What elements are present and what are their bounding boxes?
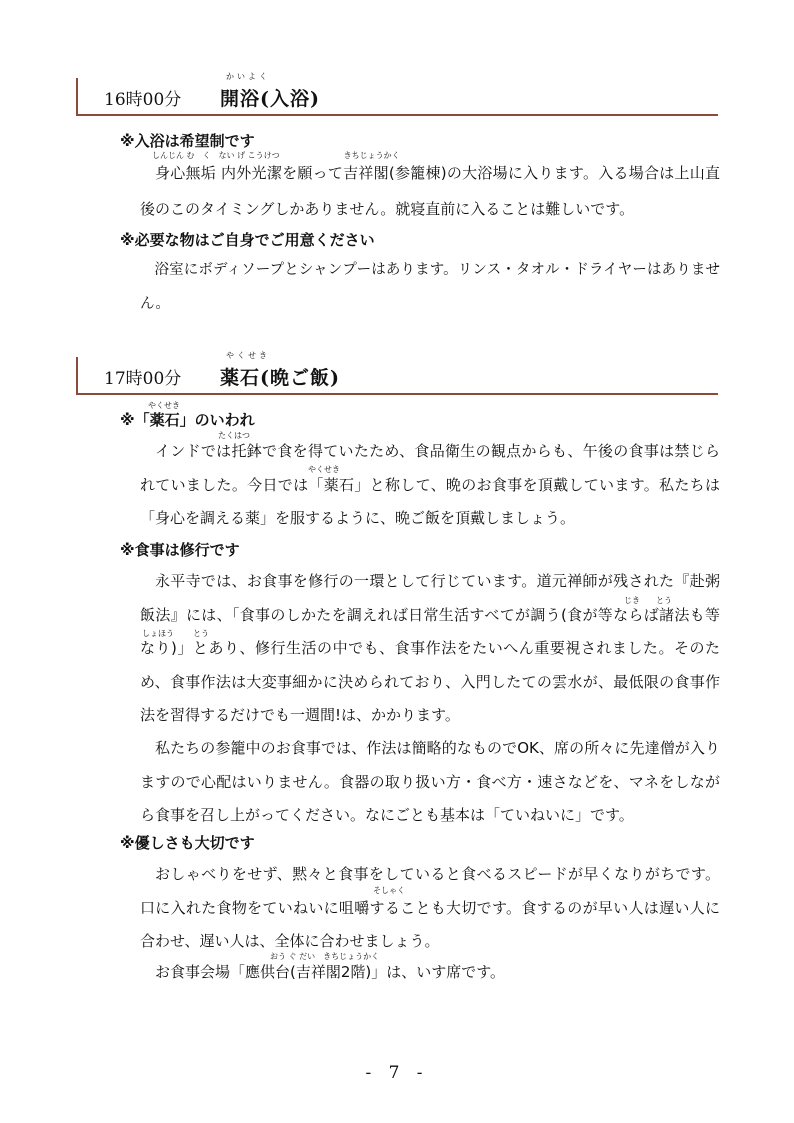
ruby-place: おう ぐ だい きちじょうかく [270, 952, 380, 961]
heading-ruby: やくせき [148, 401, 180, 410]
ruby-shohou: しょほう [142, 629, 174, 638]
note-heading: ※入浴は希望制です [120, 132, 255, 150]
section-time: 17時00分 [104, 369, 182, 389]
note-body: おしゃべりをせず、黙々と食事をしていると食べるスピードが早くなりがちです。口に入れた食物をていねいに咀嚼することも大切です。食するのが早い人は遅い人に合わせ、遅い人は、全体に合わせましょう。 [140, 865, 720, 950]
ruby-jiki: じき [624, 596, 640, 605]
section-header-kaiyoku [76, 72, 718, 116]
ruby-tou: とう [193, 629, 209, 638]
section-title: 薬石(晩ご飯) [220, 367, 340, 389]
note-body: 私たちの参籠中のお食事では、作法は簡略的なものでOK、席の所々に先達僧が入りますので心配はいりません。食器の取り扱い方・食べ方・速さなどを、マネをしながら食事を召し上がってください。なにごとも基本は「ていねいに」です。 [140, 739, 720, 824]
note-body: インドでは托鉢で食を得ていたため、食品衛生の観点からも、午後の食事は禁じられていました。今日では「薬石」と称して、晩のお食事を頂戴しています。私たちは「身心を調える薬」を服するように、晩ご飯を頂戴しましょう。 [140, 442, 720, 527]
note-heading: ※「薬石」のいわれ [120, 411, 255, 429]
section-time: 16時00分 [104, 90, 182, 110]
ruby-line: やくせき [308, 465, 340, 474]
note-heading: ※優しさも大切です [120, 834, 255, 852]
ruby-tou: とう [656, 596, 672, 605]
ruby-line: たくはつ [218, 431, 250, 440]
note-body: 永平寺では、お食事を修行の一環として行じています。道元禅師が残された『赴粥飯法』には、「食事のしかたを調えれば日常生活すべてが調う(食が等ならば諸法も等なり)」とあり、修行生活の中でも、食事作法をたいへん重要視されました。そのため、食事作法は大変事細かに決められており、入門したての雲水が、最低限の食事作法を習得するだけでも一週間!は、かかります。 [140, 572, 720, 724]
note-body: 浴室にボディソープとシャンプーはあります。リンス・タオル・ドライヤーはありません。 [140, 262, 720, 312]
ruby-line: そしゃく [373, 886, 405, 895]
note-body: お食事会場「應供台(吉祥閣2階)」は、いす席です。 [155, 963, 506, 981]
ruby-line: しんじん む く ない げ こうけつ きちじょうかく [152, 151, 400, 160]
section-title: 開浴(入浴) [220, 88, 320, 110]
section-header-yakuseki [76, 351, 718, 395]
title-ruby: かいよく [226, 72, 270, 81]
note-body: 身心無垢 内外光潔を願って吉祥閣(参籠棟)の大浴場に入ります。入る場合は上山直後のこのタイミングしかありません。就寝直前に入ることは難しいです。 [140, 164, 720, 218]
note-heading: ※必要な物はご自身でご用意ください [120, 231, 375, 249]
title-ruby: やくせき [226, 351, 270, 360]
note-heading: ※食事は修行です [120, 541, 240, 559]
page-number: - 7 - [365, 1063, 429, 1083]
